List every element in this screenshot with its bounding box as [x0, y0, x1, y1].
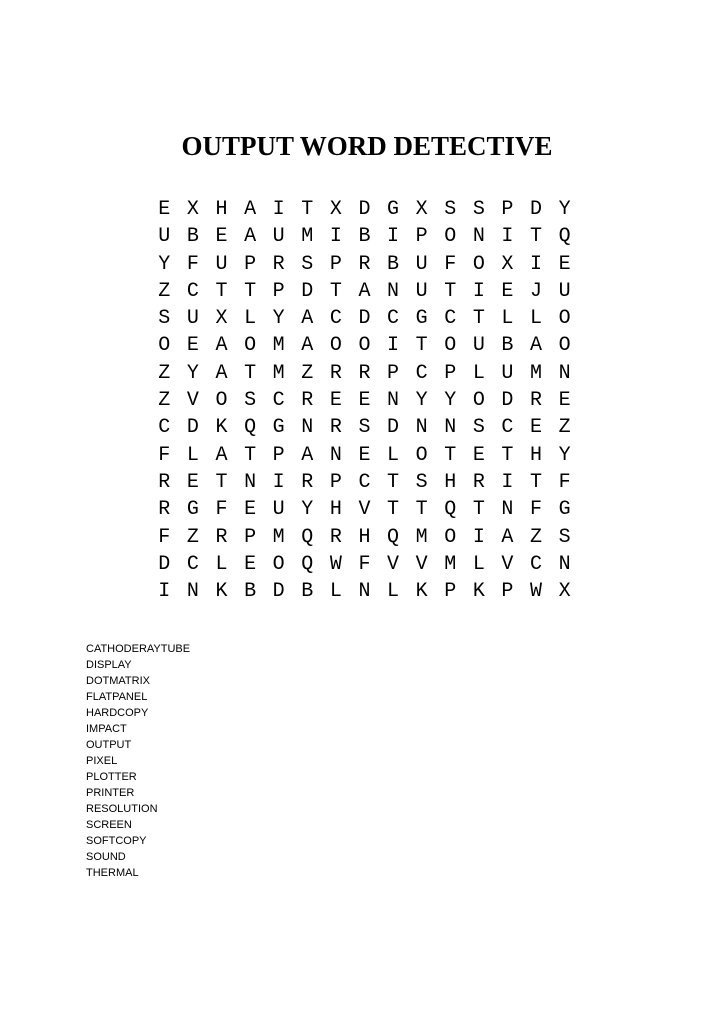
grid-letter: I — [272, 470, 285, 494]
grid-letter: H — [444, 470, 457, 494]
grid-letter: B — [387, 252, 400, 276]
grid-letter: N — [558, 552, 571, 576]
word-list-item: PIXEL — [86, 755, 118, 767]
word-list-item: FLATPANEL — [86, 691, 148, 703]
grid-letter: A — [215, 443, 228, 467]
grid-letter: I — [472, 279, 485, 303]
word-list-item: PLOTTER — [86, 771, 137, 783]
grid-letter: N — [415, 416, 428, 440]
grid-letter: P — [444, 361, 457, 385]
grid-row — [150, 305, 579, 332]
grid-letter: T — [244, 443, 257, 467]
grid-letter: Z — [530, 525, 543, 549]
grid-letter: Y — [558, 443, 571, 467]
word-list — [86, 641, 190, 881]
word-list-item: DISPLAY — [86, 659, 132, 671]
grid-letter: A — [301, 334, 314, 358]
grid-letter: V — [501, 552, 514, 576]
grid-letter: P — [444, 580, 457, 604]
grid-letter: T — [415, 498, 428, 522]
grid-letter: A — [530, 334, 543, 358]
word-list-item: THERMAL — [86, 867, 139, 879]
grid-letter: G — [415, 307, 428, 331]
grid-letter: E — [558, 252, 571, 276]
grid-letter: P — [415, 225, 428, 249]
grid-letter: P — [272, 443, 285, 467]
grid-letter: Y — [186, 361, 199, 385]
grid-letter: O — [415, 443, 428, 467]
grid-letter: M — [530, 361, 543, 385]
grid-row — [150, 469, 579, 496]
grid-letter: I — [472, 525, 485, 549]
grid-letter: H — [215, 198, 228, 221]
grid-letter: A — [501, 525, 514, 549]
grid-letter: M — [272, 361, 285, 385]
grid-letter: E — [472, 443, 485, 467]
grid-letter: Z — [186, 525, 199, 549]
grid-letter: O — [472, 389, 485, 413]
grid-letter: D — [301, 279, 314, 303]
grid-letter: Z — [158, 361, 171, 385]
grid-letter: B — [301, 580, 314, 604]
grid-letter: I — [501, 225, 514, 249]
grid-letter: Y — [272, 307, 285, 331]
grid-letter: R — [530, 389, 543, 413]
grid-row — [150, 496, 579, 523]
grid-letter: I — [329, 225, 342, 249]
grid-letter: R — [472, 470, 485, 494]
grid-letter: E — [186, 334, 199, 358]
grid-letter: U — [472, 334, 485, 358]
grid-letter: V — [415, 552, 428, 576]
word-list-item: SOUND — [86, 851, 126, 863]
grid-letter: T — [329, 279, 342, 303]
grid-letter: T — [472, 498, 485, 522]
grid-letter: X — [329, 198, 342, 221]
grid-letter: U — [415, 279, 428, 303]
grid-letter: E — [215, 225, 228, 249]
grid-letter: T — [387, 470, 400, 494]
grid-letter: R — [358, 252, 371, 276]
grid-letter: E — [329, 389, 342, 413]
word-list-item: SOFTCOPY — [86, 835, 147, 847]
grid-letter: X — [186, 198, 199, 221]
grid-letter: Q — [444, 498, 457, 522]
grid-letter: X — [215, 307, 228, 331]
grid-letter: I — [158, 580, 171, 604]
grid-letter: M — [301, 225, 314, 249]
grid-letter: F — [158, 443, 171, 467]
grid-letter: H — [329, 498, 342, 522]
grid-letter: R — [301, 389, 314, 413]
grid-letter: L — [472, 552, 485, 576]
grid-letter: S — [244, 389, 257, 413]
grid-letter: V — [358, 498, 371, 522]
grid-letter: Q — [387, 525, 400, 549]
grid-letter: J — [530, 279, 543, 303]
grid-letter: C — [387, 307, 400, 331]
grid-letter: M — [444, 552, 457, 576]
grid-letter: O — [158, 334, 171, 358]
grid-letter: O — [444, 334, 457, 358]
grid-letter: C — [158, 416, 171, 440]
grid-letter: U — [272, 498, 285, 522]
grid-letter: R — [301, 470, 314, 494]
grid-letter: E — [358, 443, 371, 467]
grid-letter: I — [501, 470, 514, 494]
grid-letter: O — [444, 225, 457, 249]
grid-letter: R — [329, 525, 342, 549]
grid-letter: O — [358, 334, 371, 358]
grid-letter: A — [301, 307, 314, 331]
word-list-item: SCREEN — [86, 819, 132, 831]
grid-letter: G — [558, 498, 571, 522]
grid-letter: F — [530, 498, 543, 522]
grid-letter: F — [558, 470, 571, 494]
grid-letter: V — [186, 389, 199, 413]
grid-letter: R — [158, 498, 171, 522]
grid-letter: O — [329, 334, 342, 358]
grid-letter: O — [272, 552, 285, 576]
grid-letter: N — [329, 443, 342, 467]
grid-letter: D — [358, 198, 371, 221]
grid-letter: R — [358, 361, 371, 385]
grid-letter: Y — [415, 389, 428, 413]
grid-letter: Q — [558, 225, 571, 249]
grid-letter: C — [501, 416, 514, 440]
grid-letter: T — [501, 443, 514, 467]
grid-letter: C — [272, 389, 285, 413]
grid-letter: B — [186, 225, 199, 249]
grid-letter: T — [472, 307, 485, 331]
grid-letter: T — [244, 279, 257, 303]
grid-letter: N — [387, 279, 400, 303]
grid-letter: A — [244, 198, 257, 221]
word-list-item: HARDCOPY — [86, 707, 149, 719]
grid-letter: M — [272, 334, 285, 358]
grid-letter: C — [329, 307, 342, 331]
grid-letter: E — [358, 389, 371, 413]
grid-letter: O — [244, 334, 257, 358]
grid-row — [150, 223, 579, 250]
grid-letter: O — [558, 334, 571, 358]
grid-letter: K — [215, 580, 228, 604]
grid-letter: B — [244, 580, 257, 604]
grid-letter: S — [158, 307, 171, 331]
grid-letter: P — [501, 580, 514, 604]
grid-letter: T — [244, 361, 257, 385]
grid-row — [150, 332, 579, 359]
grid-letter: M — [415, 525, 428, 549]
grid-letter: U — [272, 225, 285, 249]
grid-letter: N — [444, 416, 457, 440]
grid-letter: A — [244, 225, 257, 249]
grid-letter: R — [329, 361, 342, 385]
grid-letter: T — [444, 279, 457, 303]
grid-letter: F — [358, 552, 371, 576]
grid-letter: O — [215, 389, 228, 413]
grid-letter: U — [215, 252, 228, 276]
word-list-item: PRINTER — [86, 787, 135, 799]
grid-letter: T — [530, 225, 543, 249]
grid-letter: G — [186, 498, 199, 522]
grid-letter: S — [472, 198, 485, 221]
grid-letter: D — [387, 416, 400, 440]
grid-row — [150, 551, 579, 578]
grid-letter: P — [501, 198, 514, 221]
grid-letter: F — [186, 252, 199, 276]
grid-letter: D — [186, 416, 199, 440]
grid-letter: T — [215, 279, 228, 303]
grid-letter: C — [530, 552, 543, 576]
grid-letter: D — [501, 389, 514, 413]
grid-letter: P — [244, 525, 257, 549]
grid-letter: K — [215, 416, 228, 440]
grid-letter: F — [215, 498, 228, 522]
grid-letter: H — [530, 443, 543, 467]
grid-letter: R — [158, 470, 171, 494]
grid-letter: N — [244, 470, 257, 494]
word-list-item: DOTMATRIX — [86, 675, 150, 687]
grid-letter: D — [530, 198, 543, 221]
word-list-item: CATHODERAYTUBE — [86, 643, 191, 655]
grid-letter: S — [358, 416, 371, 440]
grid-letter: H — [358, 525, 371, 549]
grid-letter: E — [158, 198, 171, 221]
grid-letter: L — [387, 580, 400, 604]
grid-letter: D — [358, 307, 371, 331]
grid-letter: D — [272, 580, 285, 604]
grid-letter: U — [158, 225, 171, 249]
grid-letter: Y — [301, 498, 314, 522]
grid-letter: N — [558, 361, 571, 385]
grid-letter: N — [358, 580, 371, 604]
grid-letter: A — [358, 279, 371, 303]
grid-letter: F — [444, 252, 457, 276]
grid-letter: L — [244, 307, 257, 331]
grid-row — [150, 524, 579, 551]
grid-letter: N — [301, 416, 314, 440]
grid-row — [150, 196, 579, 223]
grid-letter: V — [387, 552, 400, 576]
grid-letter: R — [272, 252, 285, 276]
grid-letter: X — [558, 580, 571, 604]
grid-letter: P — [329, 252, 342, 276]
grid-letter: E — [558, 389, 571, 413]
grid-letter: L — [329, 580, 342, 604]
grid-letter: B — [501, 334, 514, 358]
grid-letter: G — [272, 416, 285, 440]
grid-letter: L — [387, 443, 400, 467]
grid-letter: N — [472, 225, 485, 249]
grid-letter: K — [472, 580, 485, 604]
grid-letter: B — [358, 225, 371, 249]
grid-letter: C — [358, 470, 371, 494]
grid-letter: Z — [558, 416, 571, 440]
grid-letter: P — [272, 279, 285, 303]
grid-letter: X — [415, 198, 428, 221]
grid-letter: E — [530, 416, 543, 440]
grid-letter: O — [472, 252, 485, 276]
grid-letter: C — [186, 279, 199, 303]
grid-letter: E — [244, 552, 257, 576]
grid-letter: E — [244, 498, 257, 522]
grid-letter: E — [186, 470, 199, 494]
grid-letter: M — [272, 525, 285, 549]
grid-row — [150, 578, 579, 605]
word-list-item: RESOLUTION — [86, 803, 158, 815]
grid-letter: A — [301, 443, 314, 467]
grid-letter: P — [244, 252, 257, 276]
word-list-item: OUTPUT — [86, 739, 132, 751]
word-search-grid — [150, 196, 579, 605]
grid-letter: Z — [158, 389, 171, 413]
grid-letter: W — [530, 580, 543, 604]
grid-letter: C — [444, 307, 457, 331]
grid-letter: X — [501, 252, 514, 276]
grid-letter: U — [415, 252, 428, 276]
grid-letter: T — [387, 498, 400, 522]
grid-letter: I — [530, 252, 543, 276]
grid-letter: Q — [244, 416, 257, 440]
grid-letter: L — [530, 307, 543, 331]
grid-letter: N — [186, 580, 199, 604]
grid-letter: R — [215, 525, 228, 549]
grid-letter: U — [558, 279, 571, 303]
grid-row — [150, 251, 579, 278]
grid-letter: E — [501, 279, 514, 303]
grid-row — [150, 442, 579, 469]
grid-letter: S — [301, 252, 314, 276]
grid-letter: T — [444, 443, 457, 467]
grid-letter: Y — [444, 389, 457, 413]
grid-row — [150, 360, 579, 387]
grid-letter: L — [186, 443, 199, 467]
grid-letter: D — [158, 552, 171, 576]
grid-letter: I — [387, 334, 400, 358]
grid-letter: L — [501, 307, 514, 331]
grid-letter: S — [472, 416, 485, 440]
grid-letter: G — [387, 198, 400, 221]
word-list-item: IMPACT — [86, 723, 127, 735]
grid-letter: S — [415, 470, 428, 494]
grid-letter: T — [530, 470, 543, 494]
grid-letter: O — [444, 525, 457, 549]
grid-letter: S — [444, 198, 457, 221]
grid-row — [150, 387, 579, 414]
grid-letter: Z — [158, 279, 171, 303]
grid-letter: N — [501, 498, 514, 522]
page-title: OUTPUT WORD DETECTIVE — [181, 131, 553, 161]
grid-letter: Z — [301, 361, 314, 385]
grid-letter: W — [329, 552, 342, 576]
grid-letter: F — [158, 525, 171, 549]
grid-letter: S — [558, 525, 571, 549]
grid-letter: O — [558, 307, 571, 331]
grid-letter: T — [301, 198, 314, 221]
grid-letter: T — [415, 334, 428, 358]
grid-letter: L — [472, 361, 485, 385]
grid-letter: N — [387, 389, 400, 413]
grid-letter: U — [501, 361, 514, 385]
grid-letter: K — [415, 580, 428, 604]
grid-letter: Y — [558, 198, 571, 221]
grid-letter: I — [387, 225, 400, 249]
grid-letter: C — [415, 361, 428, 385]
grid-letter: C — [186, 552, 199, 576]
grid-letter: L — [215, 552, 228, 576]
grid-letter: P — [329, 470, 342, 494]
grid-letter: Q — [301, 552, 314, 576]
grid-letter: U — [186, 307, 199, 331]
grid-row — [150, 414, 579, 441]
grid-letter: R — [329, 416, 342, 440]
grid-letter: A — [215, 334, 228, 358]
grid-row — [150, 278, 579, 305]
grid-letter: Q — [301, 525, 314, 549]
grid-letter: P — [387, 361, 400, 385]
grid-letter: T — [215, 470, 228, 494]
grid-letter: A — [215, 361, 228, 385]
grid-letter: Y — [158, 252, 171, 276]
grid-letter: I — [272, 198, 285, 221]
